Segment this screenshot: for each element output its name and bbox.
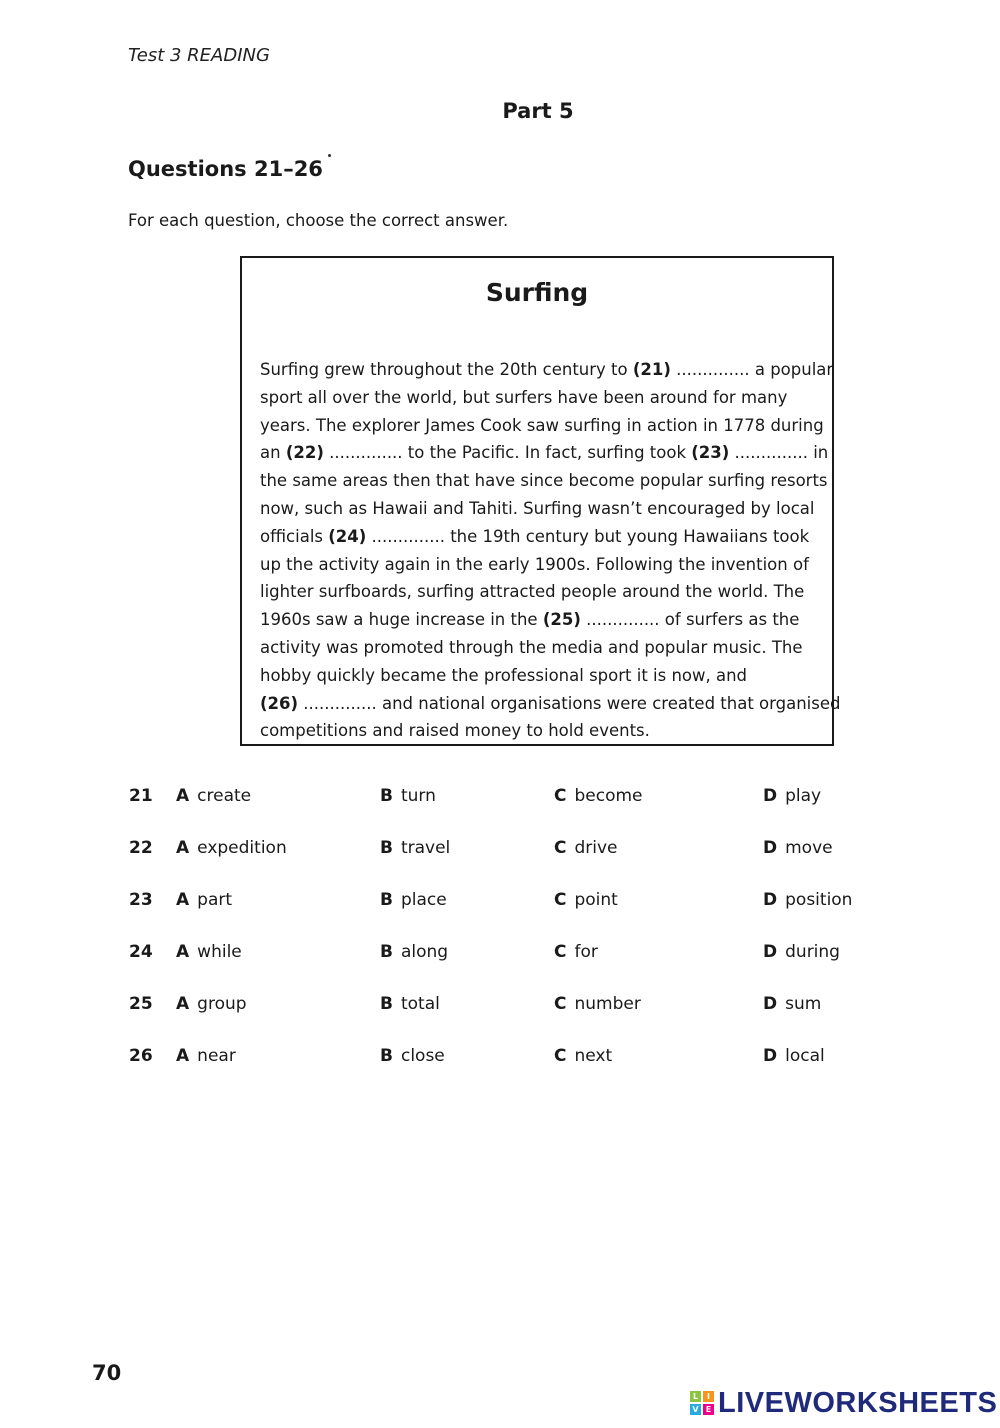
option-letter: D <box>763 994 778 1014</box>
option-text: near <box>197 1046 236 1066</box>
option-text: total <box>400 994 440 1014</box>
logo-mark-square: L <box>690 1391 701 1402</box>
passage-line <box>260 690 841 718</box>
option-b[interactable] <box>380 838 450 858</box>
option-letter: A <box>176 1046 190 1066</box>
logo-mark-icon <box>690 1391 714 1415</box>
option-letter: A <box>176 994 190 1014</box>
passage-segment: up the activity again in the early 1900s. Following the invention of <box>260 554 809 574</box>
passage-segment: now, such as Hawaii and Tahiti. Surfing wasn’t encouraged by local <box>260 498 815 518</box>
option-text: create <box>197 786 252 806</box>
option-a[interactable] <box>176 994 247 1014</box>
option-text: expedition <box>197 838 287 858</box>
option-letter: A <box>176 786 190 806</box>
logo-text: LIVEWORKSHEETS <box>718 1386 998 1419</box>
logo-mark-square: V <box>690 1404 701 1415</box>
option-letter: B <box>380 786 393 806</box>
passage-line <box>260 439 829 467</box>
passage-segment: lighter surfboards, surfing attracted people around the world. The <box>260 582 805 602</box>
test-header-label: Test 3 READING <box>128 45 270 66</box>
question-number: 22 <box>129 838 153 858</box>
option-text: close <box>400 1046 445 1066</box>
option-c[interactable] <box>554 786 643 806</box>
passage-text <box>260 356 841 745</box>
option-letter: C <box>554 786 567 806</box>
option-text: position <box>785 890 853 910</box>
passage-segment: officials <box>260 526 329 546</box>
passage-segment: .............. to the Pacific. In fact, surfing took <box>323 443 692 463</box>
passage-line <box>260 356 834 384</box>
page-number: 70 <box>92 1361 122 1385</box>
passage-line <box>260 384 824 412</box>
question-row <box>0 890 1000 920</box>
option-d[interactable] <box>763 994 821 1014</box>
passage-segment: .............. a popular <box>670 360 834 379</box>
question-number: 24 <box>129 942 153 962</box>
passage-line <box>260 606 824 634</box>
option-text: turn <box>400 786 436 806</box>
option-text: sum <box>785 994 822 1014</box>
option-text: move <box>785 838 833 858</box>
option-letter: C <box>554 890 567 910</box>
option-b[interactable] <box>380 1046 445 1066</box>
option-d[interactable] <box>763 838 833 858</box>
option-d[interactable] <box>763 1046 825 1066</box>
option-letter: C <box>554 942 567 962</box>
question-row <box>0 942 1000 972</box>
option-letter: A <box>176 838 190 858</box>
option-c[interactable] <box>554 1046 612 1066</box>
option-letter: D <box>763 838 778 858</box>
option-text: place <box>400 890 447 910</box>
option-d[interactable] <box>763 942 840 962</box>
option-text: local <box>785 1046 825 1066</box>
option-letter: B <box>380 942 393 962</box>
passage-line <box>260 523 824 551</box>
question-row <box>0 1046 1000 1076</box>
gap-number: (21) <box>632 360 671 379</box>
question-row <box>0 994 1000 1024</box>
option-letter: C <box>554 838 567 858</box>
passage-segment: years. The explorer James Cook saw surfing in action in 1778 during <box>260 415 824 435</box>
liveworksheets-logo <box>690 1386 997 1420</box>
option-letter: C <box>554 1046 567 1066</box>
passage-line <box>260 578 824 606</box>
passage-segment: competitions and raised money to hold events. <box>260 721 650 741</box>
option-letter: A <box>176 942 190 962</box>
logo-mark-square: E <box>703 1404 714 1415</box>
option-text: during <box>785 942 840 962</box>
option-letter: B <box>380 994 393 1014</box>
option-c[interactable] <box>554 942 598 962</box>
passage-segment: .............. in <box>729 443 829 463</box>
option-text: point <box>574 890 618 910</box>
gap-number: (22) <box>285 443 324 463</box>
option-a[interactable] <box>176 1046 236 1066</box>
question-number: 23 <box>129 890 153 910</box>
passage-line <box>260 495 824 523</box>
passage-line <box>260 662 824 690</box>
option-letter: B <box>380 838 393 858</box>
option-b[interactable] <box>380 890 447 910</box>
option-a[interactable] <box>176 942 242 962</box>
passage-segment: .............. and national organisations were created that organised <box>298 693 841 713</box>
questions-title: Questions 21–26 <box>128 157 323 181</box>
option-text: for <box>574 942 598 962</box>
option-a[interactable] <box>176 890 232 910</box>
option-letter: C <box>554 994 567 1014</box>
option-b[interactable] <box>380 942 448 962</box>
option-d[interactable] <box>763 786 821 806</box>
gap-number: (23) <box>691 443 730 463</box>
option-c[interactable] <box>554 890 618 910</box>
option-text: travel <box>400 838 451 858</box>
passage-segment: .............. the 19th century but young Hawaiians took <box>366 526 810 546</box>
question-row <box>0 786 1000 816</box>
passage-segment: 1960s saw a huge increase in the <box>260 610 543 630</box>
question-number: 21 <box>129 786 153 806</box>
option-text: number <box>574 994 641 1014</box>
logo-mark-square: I <box>703 1391 714 1402</box>
passage-segment: hobby quickly became the professional sport it is now, and <box>260 665 748 685</box>
option-text: part <box>197 890 233 910</box>
question-row <box>0 838 1000 868</box>
part-title: Part 5 <box>502 99 574 123</box>
option-c[interactable] <box>554 838 618 858</box>
passage-line <box>260 467 828 495</box>
stray-mark <box>328 154 331 157</box>
instruction-text: For each question, choose the correct answer. <box>128 211 509 230</box>
passage-line <box>260 717 824 745</box>
passage-segment: .............. of surfers as the <box>580 610 800 630</box>
question-number: 25 <box>129 994 153 1014</box>
passage-segment: the same areas then that have since become popular surfing resorts <box>260 471 828 491</box>
option-b[interactable] <box>380 994 440 1014</box>
passage-box <box>240 256 841 746</box>
option-a[interactable] <box>176 786 251 806</box>
option-text: while <box>197 942 242 962</box>
gap-number: (24) <box>328 526 367 546</box>
question-number: 26 <box>129 1046 153 1066</box>
option-b[interactable] <box>380 786 436 806</box>
option-letter: D <box>763 786 778 806</box>
option-text: next <box>574 1046 613 1066</box>
option-letter: B <box>380 1046 393 1066</box>
passage-line <box>260 634 824 662</box>
option-text: drive <box>574 838 618 858</box>
option-text: play <box>785 786 822 806</box>
option-text: group <box>197 994 247 1014</box>
option-text: along <box>400 942 449 962</box>
option-letter: A <box>176 890 190 910</box>
gap-number: (25) <box>542 610 581 630</box>
passage-segment: sport all over the world, but surfers have been around for many <box>260 387 788 407</box>
option-letter: B <box>380 890 393 910</box>
passage-line <box>260 551 824 579</box>
passage-segment: Surfing grew throughout the 20th century to <box>260 360 633 379</box>
option-letter: D <box>763 942 778 962</box>
option-text: become <box>574 786 643 806</box>
passage-segment: an <box>260 443 286 463</box>
option-letter: D <box>763 890 778 910</box>
gap-number: (26) <box>260 693 299 713</box>
option-a[interactable] <box>176 838 287 858</box>
passage-line <box>260 412 824 440</box>
option-letter: D <box>763 1046 778 1066</box>
option-c[interactable] <box>554 994 641 1014</box>
passage-segment: activity was promoted through the media and popular music. The <box>260 637 803 657</box>
option-d[interactable] <box>763 890 852 910</box>
passage-title: Surfing <box>485 278 589 307</box>
